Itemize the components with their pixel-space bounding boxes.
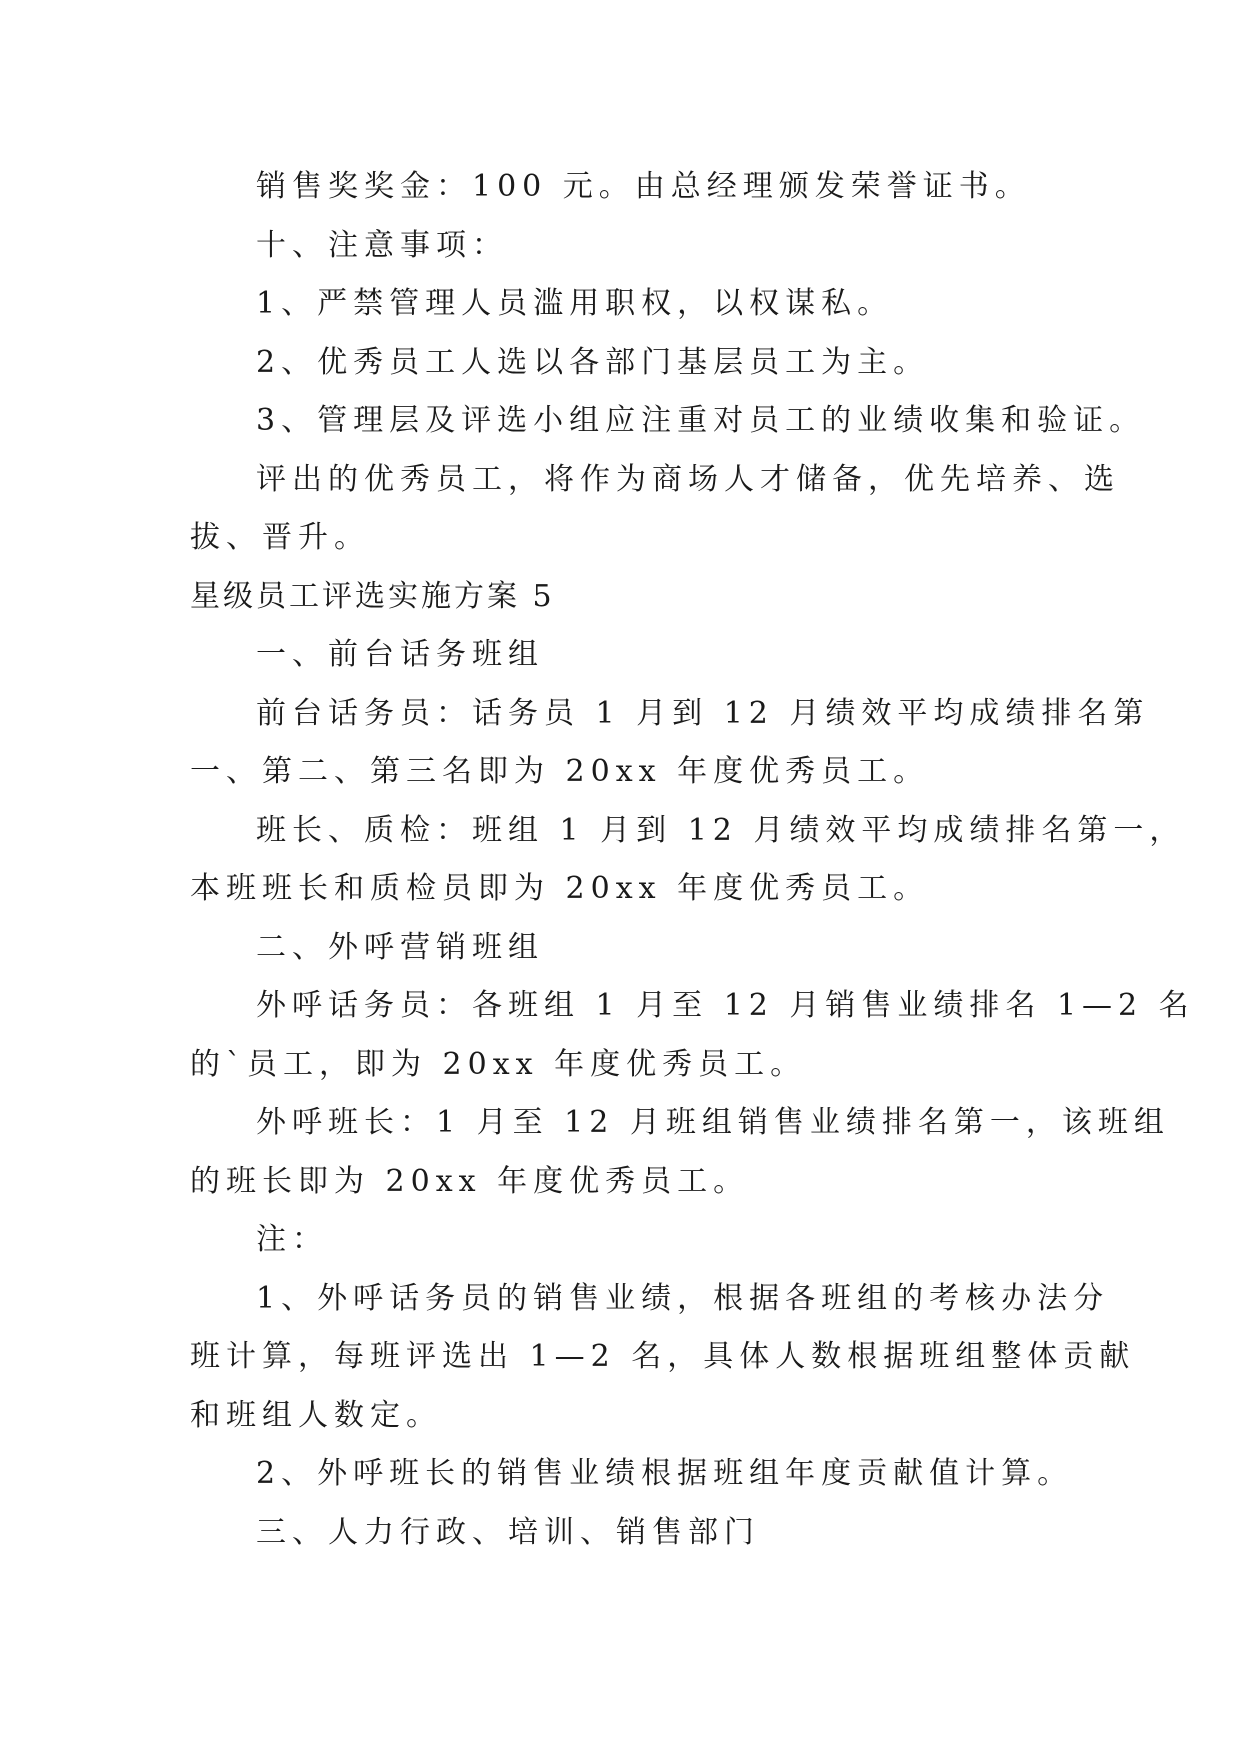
paragraph-sales-bonus: 销售奖奖金：100 元。由总经理颁发荣誉证书。 — [256, 169, 1031, 204]
note-item-1: 1、外呼话务员的销售业绩，根据各班组的考核办法分 — [256, 1280, 1110, 1316]
paragraph-outbound-leader: 外呼班长：1 月至 12 月班组销售业绩排名第一，该班组 — [256, 1105, 1170, 1140]
list-item-2: 2、优秀员工人选以各部门基层员工为主。 — [256, 344, 930, 380]
list-item-1: 1、严禁管理人员滥用职权，以权谋私。 — [256, 286, 894, 321]
list-item-3: 3、管理层及评选小组应注重对员工的业绩收集和验证。 — [256, 403, 1146, 438]
paragraph-team-leader-cont: 本班班长和质检员即为 20xx 年度优秀员工。 — [190, 871, 930, 906]
note-item-2: 2、外呼班长的销售业绩根据班组年度贡献值计算。 — [256, 1456, 1074, 1491]
paragraph-talent-reserve-cont: 拔、晋升。 — [190, 520, 370, 555]
document-body — [190, 158, 1195, 1562]
paragraph-front-desk-operator: 前台话务员：话务员 1 月到 12 月绩效平均成绩排名第 — [256, 695, 1150, 731]
note-label: 注： — [256, 1222, 328, 1257]
paragraph-front-desk-operator-cont: 一、第二、第三名即为 20xx 年度优秀员工。 — [190, 754, 930, 789]
paragraph-outbound-operator-cont: 的`员工，即为 20xx 年度优秀员工。 — [190, 1046, 807, 1082]
paragraph-outbound-leader-cont: 的班长即为 20xx 年度优秀员工。 — [190, 1163, 750, 1199]
paragraph-talent-reserve: 评出的优秀员工，将作为商场人才储备，优先培养、选 — [256, 461, 1120, 497]
heading-notes: 十、注意事项： — [256, 227, 508, 263]
note-item-1-cont-b: 和班组人数定。 — [190, 1397, 442, 1433]
section-title: 星级员工评选实施方案 5 — [190, 578, 555, 614]
paragraph-team-leader: 班长、质检：班组 1 月到 12 月绩效平均成绩排名第一， — [256, 812, 1186, 848]
paragraph-outbound-operator: 外呼话务员：各班组 1 月至 12 月销售业绩排名 1—2 名 — [256, 988, 1195, 1023]
heading-outbound: 二、外呼营销班组 — [256, 929, 544, 965]
heading-hr-admin: 三、人力行政、培训、销售部门 — [256, 1514, 760, 1550]
heading-front-desk: 一、前台话务班组 — [256, 637, 544, 672]
note-item-1-cont-a: 班计算，每班评选出 1—2 名，具体人数根据班组整体贡献 — [190, 1339, 1136, 1374]
